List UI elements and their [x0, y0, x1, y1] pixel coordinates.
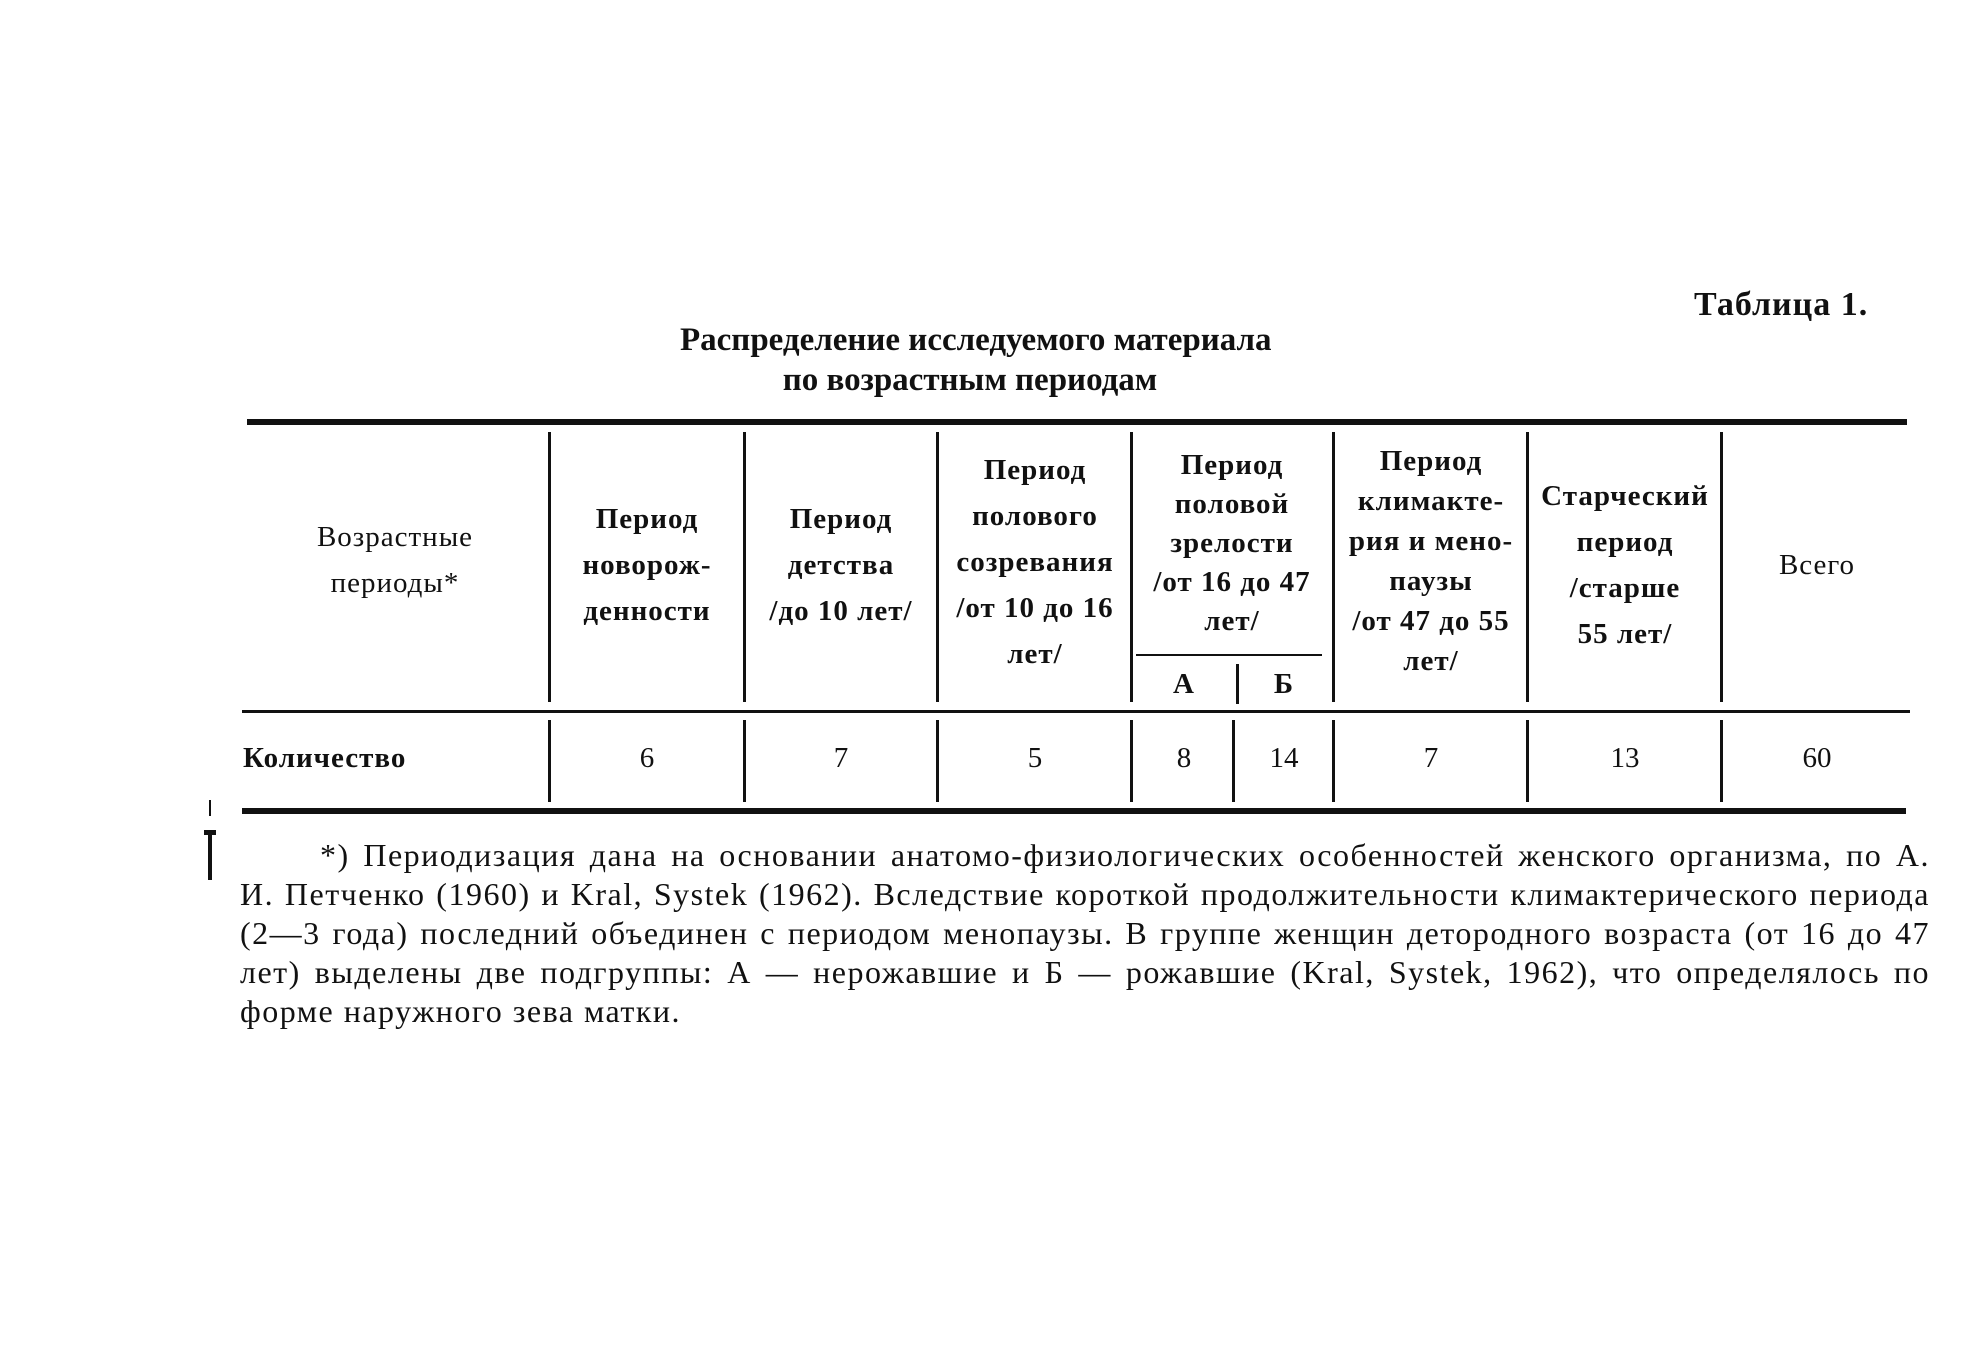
- header-total: Всего: [1778, 549, 1856, 581]
- cell-puberty-count: 5: [1027, 742, 1043, 774]
- column-divider: [1332, 720, 1335, 802]
- column-divider: [1526, 720, 1529, 802]
- cell-senile-count: 13: [1610, 742, 1640, 774]
- column-divider: [1130, 432, 1133, 702]
- table-number-label: Таблица 1.: [1694, 286, 1869, 323]
- header-senile-period: Старческий период /старше 55 лет/: [1541, 480, 1709, 650]
- margin-mark-icon: [202, 800, 218, 882]
- column-divider: [548, 720, 551, 802]
- header-bottom-rule: [242, 710, 1910, 713]
- column-divider: [1130, 720, 1133, 802]
- header-puberty-period: Период полового созревания /от 10 до 16 лет/: [956, 454, 1114, 670]
- subgroup-divider-rule: [1136, 654, 1322, 656]
- table-bottom-rule: [242, 808, 1906, 814]
- column-divider: [743, 432, 746, 702]
- footnote-text: *) Периодизация дана на основании анатомо-физиологических особенностей женского организма, по А. И. Петченко (1960) и Kral, Systek (1962). Вследствие короткой продолжительности климактерического периода (2—3 года) последний объединен с периодом менопаузы. В группе женщин детородного возраста (от 16 до 47 лет) выделены две подгруппы: А — нерожавшие и Б — рожавшие (Kral, Systek, 1962), что определялось по форме наружного зева матки.: [240, 837, 1930, 1029]
- subgroup-column-divider: [1232, 720, 1235, 802]
- cell-maturity-a-count: 8: [1176, 742, 1192, 774]
- row-label-quantity: Количество: [243, 742, 407, 774]
- table-top-rule: [247, 419, 1907, 425]
- column-divider: [548, 432, 551, 702]
- column-divider: [936, 432, 939, 702]
- table-title-line-2: по возрастным периодам: [782, 362, 1158, 398]
- column-divider: [936, 720, 939, 802]
- cell-climacteric-count: 7: [1423, 742, 1439, 774]
- column-divider: [743, 720, 746, 802]
- table-title-line-1: Распределение исследуемого материала: [680, 322, 1272, 358]
- header-maturity-period: Период половой зрелости /от 16 до 47 лет/: [1153, 448, 1311, 637]
- header-maturity-subgroup-a: А: [1173, 668, 1195, 700]
- column-divider: [1720, 432, 1723, 702]
- column-divider: [1720, 720, 1723, 802]
- header-maturity-subgroup-b: Б: [1273, 668, 1295, 700]
- cell-total-count: 60: [1802, 742, 1832, 774]
- cell-childhood-count: 7: [833, 742, 849, 774]
- column-divider: [1526, 432, 1529, 702]
- column-divider: [1332, 432, 1335, 702]
- cell-newborn-count: 6: [639, 742, 655, 774]
- header-age-periods: Возрастные периоды*: [316, 521, 474, 599]
- cell-maturity-b-count: 14: [1269, 742, 1299, 774]
- header-childhood-period: Период детства /до 10 лет/: [769, 503, 913, 627]
- header-newborn-period: Период новорож- денности: [582, 503, 712, 627]
- header-climacteric-period: Период климакте- рия и мено- паузы /от 47 до 55 лет/: [1348, 445, 1514, 677]
